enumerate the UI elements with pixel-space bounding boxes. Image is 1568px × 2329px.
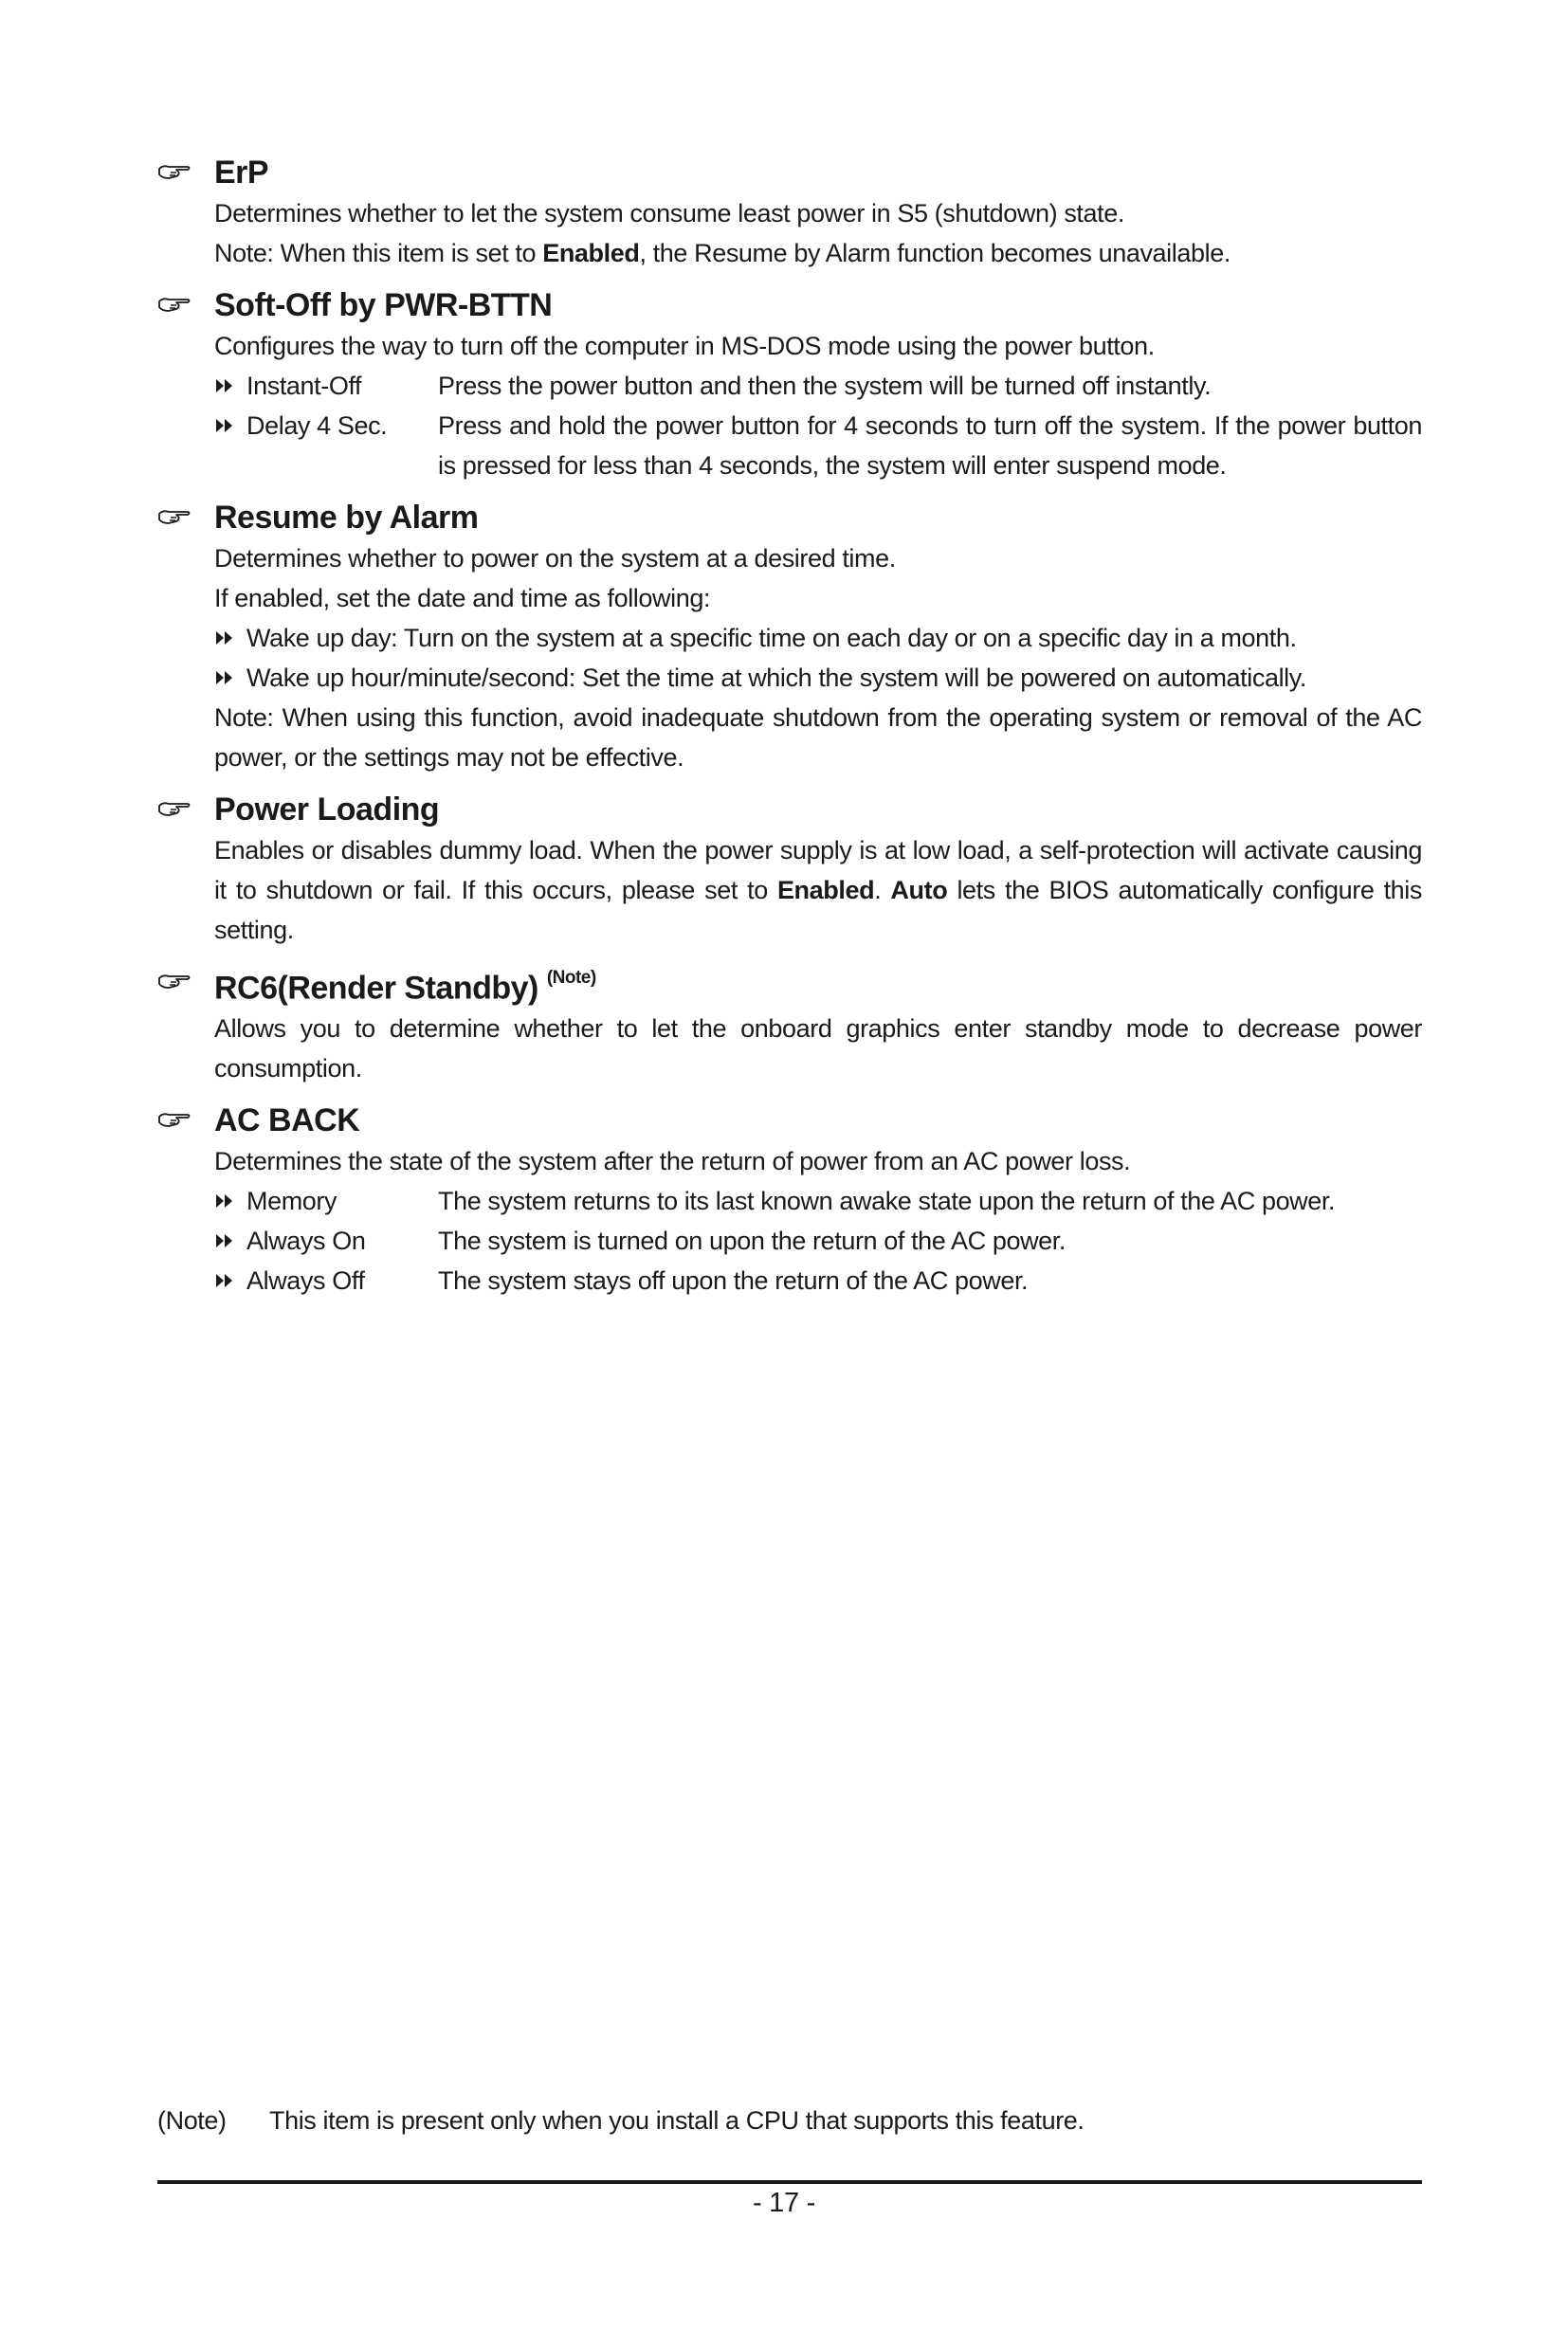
- option-description: Press the power button and then the system will be turned off instantly.: [438, 372, 1212, 400]
- option-description: The system returns to its last known awake state upon the return of the AC power.: [438, 1187, 1336, 1216]
- option-description: The system stays off upon the return of the AC power.: [438, 1266, 1029, 1296]
- pointing-hand-icon: [157, 796, 191, 823]
- desc-separator: .: [874, 876, 891, 904]
- section-soft-off: [152, 284, 1422, 485]
- bullet-text: Wake up day: Turn on the system at a specific time on each day or on a specific day in a month.: [246, 624, 1297, 652]
- note-superscript: (Note): [546, 968, 596, 988]
- section-ac-back: [152, 1100, 1422, 1301]
- double-arrow-icon: [214, 1261, 246, 1301]
- section-title: [214, 961, 1422, 1009]
- double-arrow-icon: [214, 1181, 246, 1221]
- note-text: Note: When this item is set to: [214, 239, 543, 267]
- section-title: Resume by Alarm: [214, 500, 479, 536]
- section-description: [214, 830, 1422, 950]
- footer-divider: [157, 2180, 1422, 2184]
- double-arrow-icon: [214, 658, 246, 698]
- option-name: [214, 1261, 438, 1301]
- section-description: Determines whether to power on the system at a desired time.: [214, 544, 896, 573]
- desc-bold-enabled: Enabled: [776, 876, 875, 904]
- bullet-item: [214, 658, 1422, 698]
- section-erp: [152, 152, 1422, 273]
- option-description: Press and hold the power button for 4 seconds to turn off the system. If the power button is pressed for less than 4 seconds, the system will enter suspend mode.: [438, 411, 1422, 480]
- page-number: - 17 -: [753, 2188, 815, 2218]
- pointing-hand-icon: [157, 292, 191, 318]
- footnote-text: This item is present only when you install a CPU that supports this feature.: [269, 2106, 1085, 2135]
- double-arrow-icon: [214, 618, 246, 658]
- option-label: Delay 4 Sec.: [246, 411, 388, 440]
- section-note: Note: When using this function, avoid inadequate shutdown from the operating system or removal of the AC power, or the settings may not be effective.: [214, 703, 1422, 772]
- pointing-hand-icon: [157, 1107, 191, 1134]
- bullet-text: Wake up hour/minute/second: Set the time at which the system will be powered on automatically.: [246, 664, 1306, 692]
- section-description: Determines whether to let the system consume least power in S5 (shutdown) state.: [214, 199, 1124, 227]
- section-power-loading: [152, 789, 1422, 950]
- bullet-item: [214, 618, 1422, 658]
- option-row: [214, 1181, 1422, 1221]
- option-label: Always Off: [246, 1266, 365, 1296]
- double-arrow-icon: [214, 366, 246, 406]
- section-rc6: [152, 961, 1422, 1088]
- title-text: RC6(Render Standby): [214, 970, 538, 1007]
- double-arrow-icon: [214, 1221, 246, 1261]
- section-note: [214, 233, 1422, 273]
- option-label: Instant-Off: [246, 372, 362, 400]
- option-row: [214, 1261, 1422, 1301]
- section-description: Configures the way to turn off the computer in MS-DOS mode using the power button.: [214, 332, 1155, 360]
- section-title: Soft-Off by PWR-BTTN: [214, 287, 553, 323]
- option-label: Memory: [246, 1187, 337, 1216]
- section-title: ErP: [214, 155, 269, 191]
- note-bold: Enabled: [542, 239, 640, 267]
- page-content: [152, 152, 1422, 1312]
- desc-text: Enables or disables dummy load. When the power supply is at low load, a self-protection will activate causing it to shutdown or fail. If this occurs, please set to: [214, 836, 1422, 904]
- desc-text-end: lets the BIOS automatically configure this setting.: [214, 876, 1422, 944]
- pointing-hand-icon: [157, 159, 191, 186]
- section-resume-alarm: [152, 497, 1422, 777]
- section-title: AC BACK: [214, 1102, 360, 1139]
- option-row: [214, 406, 1422, 485]
- note-text-end: , the Resume by Alarm function becomes unavailable.: [639, 239, 1231, 267]
- footnote: [157, 2106, 1085, 2136]
- double-arrow-icon: [214, 406, 246, 446]
- option-label: Always On: [246, 1227, 366, 1256]
- section-description-2: If enabled, set the date and time as following:: [214, 584, 711, 612]
- pointing-hand-icon: [157, 969, 191, 995]
- section-title: Power Loading: [214, 791, 440, 828]
- section-description: Allows you to determine whether to let the onboard graphics enter standby mode to decrease power consumption.: [214, 1014, 1422, 1083]
- option-name: [214, 366, 438, 406]
- option-name: [214, 1181, 438, 1221]
- option-name: [214, 1221, 438, 1261]
- desc-bold-auto: Auto: [890, 876, 948, 904]
- option-name: [214, 406, 438, 485]
- pointing-hand-icon: [157, 504, 191, 531]
- section-description: Determines the state of the system after the return of power from an AC power loss.: [214, 1147, 1131, 1176]
- option-row: [214, 1221, 1422, 1261]
- option-row: [214, 366, 1422, 406]
- footnote-tag: (Note): [157, 2106, 227, 2135]
- option-description: The system is turned on upon the return of the AC power.: [438, 1227, 1066, 1256]
